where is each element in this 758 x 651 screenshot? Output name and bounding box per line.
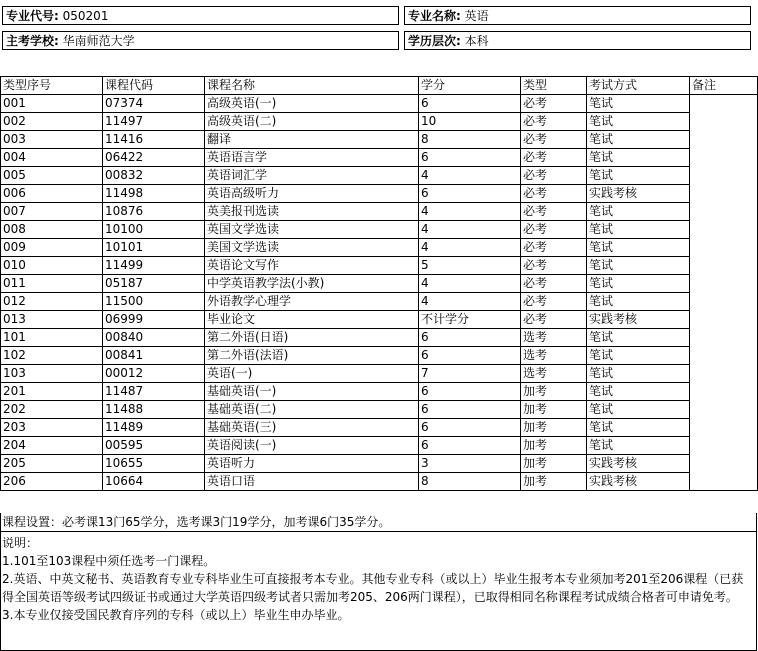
cell-type-no: 007 (1, 203, 103, 221)
table-row (1, 401, 758, 419)
cell-type-no: 005 (1, 167, 103, 185)
column-header-course-name: 课程名称 (205, 77, 419, 95)
cell-exam-method: 笔试 (587, 383, 690, 401)
cell-type: 选考 (521, 347, 587, 365)
cell-type-no: 203 (1, 419, 103, 437)
school-field (2, 31, 399, 50)
cell-type: 必考 (521, 95, 587, 113)
cell-credits: 6 (419, 329, 521, 347)
cell-type: 必考 (521, 167, 587, 185)
cell-course-name: 基础英语(二) (205, 401, 419, 419)
cell-course-name: 英语(一) (205, 365, 419, 383)
note-item: 2.英语、中英文秘书、英语教育专业专科毕业生可直接报考本专业。其他专业专科（或以上）毕业生报考本专业须加考201至206课程（已获得全国英语等级考试四级证书或通过大学英语四级考试者只需加考205、206两门课程），已取得相同名称课程考试成绩合格者可申请免考。 (2, 572, 744, 604)
school-label: 主考学校: (6, 34, 59, 48)
cell-type: 必考 (521, 131, 587, 149)
cell-exam-method: 笔试 (587, 221, 690, 239)
cell-exam-method: 实践考核 (587, 455, 690, 473)
cell-exam-method: 笔试 (587, 95, 690, 113)
cell-type-no: 004 (1, 149, 103, 167)
cell-course-name: 英国文学选读 (205, 221, 419, 239)
cell-type-no: 204 (1, 437, 103, 455)
cell-course-code: 00832 (103, 167, 205, 185)
cell-course-name: 美国文学选读 (205, 239, 419, 257)
table-row (1, 365, 758, 383)
cell-exam-method: 笔试 (587, 257, 690, 275)
cell-course-name: 英语口语 (205, 473, 419, 491)
cell-exam-method: 笔试 (587, 293, 690, 311)
table-header-row (1, 77, 758, 95)
cell-credits: 8 (419, 131, 521, 149)
cell-type: 必考 (521, 257, 587, 275)
cell-credits: 4 (419, 275, 521, 293)
school-value: 华南师范大学 (62, 34, 135, 48)
cell-exam-method: 笔试 (587, 419, 690, 437)
cell-course-code: 11500 (103, 293, 205, 311)
cell-type-no: 002 (1, 113, 103, 131)
cell-type-no: 006 (1, 185, 103, 203)
cell-type-no: 012 (1, 293, 103, 311)
cell-course-name: 高级英语(二) (205, 113, 419, 131)
cell-credits: 3 (419, 455, 521, 473)
cell-type: 必考 (521, 113, 587, 131)
column-header-course-code: 课程代码 (103, 77, 205, 95)
cell-course-name: 翻译 (205, 131, 419, 149)
cell-type: 必考 (521, 203, 587, 221)
course-table (0, 76, 758, 491)
cell-course-name: 英语听力 (205, 455, 419, 473)
notes-title: 说明： (2, 536, 39, 550)
cell-course-code: 11497 (103, 113, 205, 131)
cell-course-code: 10876 (103, 203, 205, 221)
cell-type-no: 101 (1, 329, 103, 347)
cell-type: 必考 (521, 239, 587, 257)
major-name-label: 专业名称: (408, 9, 461, 23)
cell-course-name: 英美报刊选读 (205, 203, 419, 221)
cell-course-name: 基础英语(三) (205, 419, 419, 437)
table-row (1, 329, 758, 347)
cell-credits: 4 (419, 221, 521, 239)
cell-course-code: 00595 (103, 437, 205, 455)
cell-course-code: 07374 (103, 95, 205, 113)
course-table-body (1, 77, 758, 491)
cell-credits: 6 (419, 149, 521, 167)
table-row (1, 221, 758, 239)
cell-course-code: 10664 (103, 473, 205, 491)
cell-credits: 4 (419, 239, 521, 257)
cell-type: 必考 (521, 185, 587, 203)
cell-credits: 6 (419, 185, 521, 203)
cell-course-name: 第二外语(日语) (205, 329, 419, 347)
table-row (1, 203, 758, 221)
cell-course-name: 毕业论文 (205, 311, 419, 329)
table-row (1, 239, 758, 257)
cell-type-no: 001 (1, 95, 103, 113)
table-row (1, 95, 758, 113)
cell-type: 加考 (521, 401, 587, 419)
table-row (1, 311, 758, 329)
cell-credits: 6 (419, 383, 521, 401)
cell-exam-method: 笔试 (587, 113, 690, 131)
cell-course-name: 英语阅读(一) (205, 437, 419, 455)
cell-credits: 4 (419, 203, 521, 221)
cell-type: 必考 (521, 293, 587, 311)
cell-course-code: 11487 (103, 383, 205, 401)
table-row (1, 149, 758, 167)
cell-type-no: 013 (1, 311, 103, 329)
cell-type-no: 102 (1, 347, 103, 365)
table-row (1, 113, 758, 131)
cell-course-name: 基础英语(一) (205, 383, 419, 401)
cell-course-code: 11489 (103, 419, 205, 437)
cell-credits: 5 (419, 257, 521, 275)
cell-course-name: 第二外语(法语) (205, 347, 419, 365)
major-name-field (404, 6, 751, 25)
cell-credits: 6 (419, 419, 521, 437)
table-row (1, 293, 758, 311)
cell-type-no: 008 (1, 221, 103, 239)
cell-course-code: 11416 (103, 131, 205, 149)
cell-course-code: 10655 (103, 455, 205, 473)
cell-type: 必考 (521, 149, 587, 167)
notes-section (0, 531, 757, 651)
cell-exam-method: 实践考核 (587, 311, 690, 329)
column-header-type-no: 类型序号 (1, 77, 103, 95)
cell-type-no: 205 (1, 455, 103, 473)
cell-exam-method: 笔试 (587, 329, 690, 347)
table-row (1, 419, 758, 437)
cell-type-no: 206 (1, 473, 103, 491)
cell-course-name: 英语语言学 (205, 149, 419, 167)
cell-type: 必考 (521, 275, 587, 293)
cell-exam-method: 笔试 (587, 275, 690, 293)
course-settings: 课程设置：必考课13门65学分，选考课3门19学分，加考课6门35学分。 (0, 513, 757, 532)
major-code-field (2, 6, 399, 25)
cell-type: 必考 (521, 311, 587, 329)
note-item: 3.本专业仅接受国民教育序列的专科（或以上）毕业生申办毕业。 (2, 608, 350, 622)
cell-exam-method: 笔试 (587, 203, 690, 221)
cell-type: 加考 (521, 383, 587, 401)
major-name-value: 英语 (464, 9, 489, 23)
cell-course-name: 高级英语(一) (205, 95, 419, 113)
table-row (1, 383, 758, 401)
cell-exam-method: 笔试 (587, 365, 690, 383)
cell-course-code: 00841 (103, 347, 205, 365)
table-row (1, 131, 758, 149)
cell-type-no: 103 (1, 365, 103, 383)
cell-exam-method: 笔试 (587, 131, 690, 149)
cell-course-code: 00012 (103, 365, 205, 383)
cell-credits: 6 (419, 437, 521, 455)
cell-credits: 8 (419, 473, 521, 491)
column-header-remarks: 备注 (690, 77, 758, 95)
cell-course-code: 11488 (103, 401, 205, 419)
cell-credits: 7 (419, 365, 521, 383)
cell-exam-method: 笔试 (587, 239, 690, 257)
table-row (1, 167, 758, 185)
cell-type: 必考 (521, 221, 587, 239)
cell-course-code: 00840 (103, 329, 205, 347)
cell-remarks (690, 95, 758, 491)
cell-type: 加考 (521, 437, 587, 455)
cell-type-no: 011 (1, 275, 103, 293)
table-row (1, 275, 758, 293)
cell-exam-method: 实践考核 (587, 473, 690, 491)
column-header-type: 类型 (521, 77, 587, 95)
cell-course-code: 06999 (103, 311, 205, 329)
cell-exam-method: 笔试 (587, 347, 690, 365)
cell-course-code: 06422 (103, 149, 205, 167)
cell-credits: 4 (419, 293, 521, 311)
cell-credits: 4 (419, 167, 521, 185)
cell-type: 加考 (521, 419, 587, 437)
table-row (1, 347, 758, 365)
table-row (1, 257, 758, 275)
cell-course-code: 11499 (103, 257, 205, 275)
cell-course-name: 英语高级听力 (205, 185, 419, 203)
cell-credits: 6 (419, 95, 521, 113)
cell-course-code: 05187 (103, 275, 205, 293)
cell-credits: 6 (419, 401, 521, 419)
cell-type: 选考 (521, 365, 587, 383)
major-code-label: 专业代号: (6, 9, 59, 23)
cell-type-no: 201 (1, 383, 103, 401)
table-row (1, 437, 758, 455)
cell-exam-method: 笔试 (587, 437, 690, 455)
table-row (1, 473, 758, 491)
column-header-exam-method: 考试方式 (587, 77, 690, 95)
cell-course-name: 中学英语教学法(小教) (205, 275, 419, 293)
cell-type-no: 010 (1, 257, 103, 275)
cell-type: 加考 (521, 473, 587, 491)
cell-course-code: 10100 (103, 221, 205, 239)
cell-credits: 6 (419, 347, 521, 365)
table-row (1, 455, 758, 473)
cell-exam-method: 笔试 (587, 167, 690, 185)
cell-course-name: 英语论文写作 (205, 257, 419, 275)
cell-type: 选考 (521, 329, 587, 347)
education-level-label: 学历层次: (408, 34, 461, 48)
cell-exam-method: 笔试 (587, 401, 690, 419)
cell-type-no: 003 (1, 131, 103, 149)
cell-course-name: 外语教学心理学 (205, 293, 419, 311)
cell-course-name: 英语词汇学 (205, 167, 419, 185)
major-code-value: 050201 (62, 9, 109, 23)
cell-course-code: 11498 (103, 185, 205, 203)
education-level-field (404, 31, 751, 50)
education-level-value: 本科 (464, 34, 489, 48)
cell-credits: 10 (419, 113, 521, 131)
cell-course-code: 10101 (103, 239, 205, 257)
cell-type: 加考 (521, 455, 587, 473)
cell-type-no: 009 (1, 239, 103, 257)
cell-type-no: 202 (1, 401, 103, 419)
cell-credits: 不计学分 (419, 311, 521, 329)
cell-exam-method: 笔试 (587, 149, 690, 167)
table-row (1, 185, 758, 203)
cell-exam-method: 实践考核 (587, 185, 690, 203)
column-header-credits: 学分 (419, 77, 521, 95)
note-item: 1.101至103课程中须任选考一门课程。 (2, 554, 216, 568)
